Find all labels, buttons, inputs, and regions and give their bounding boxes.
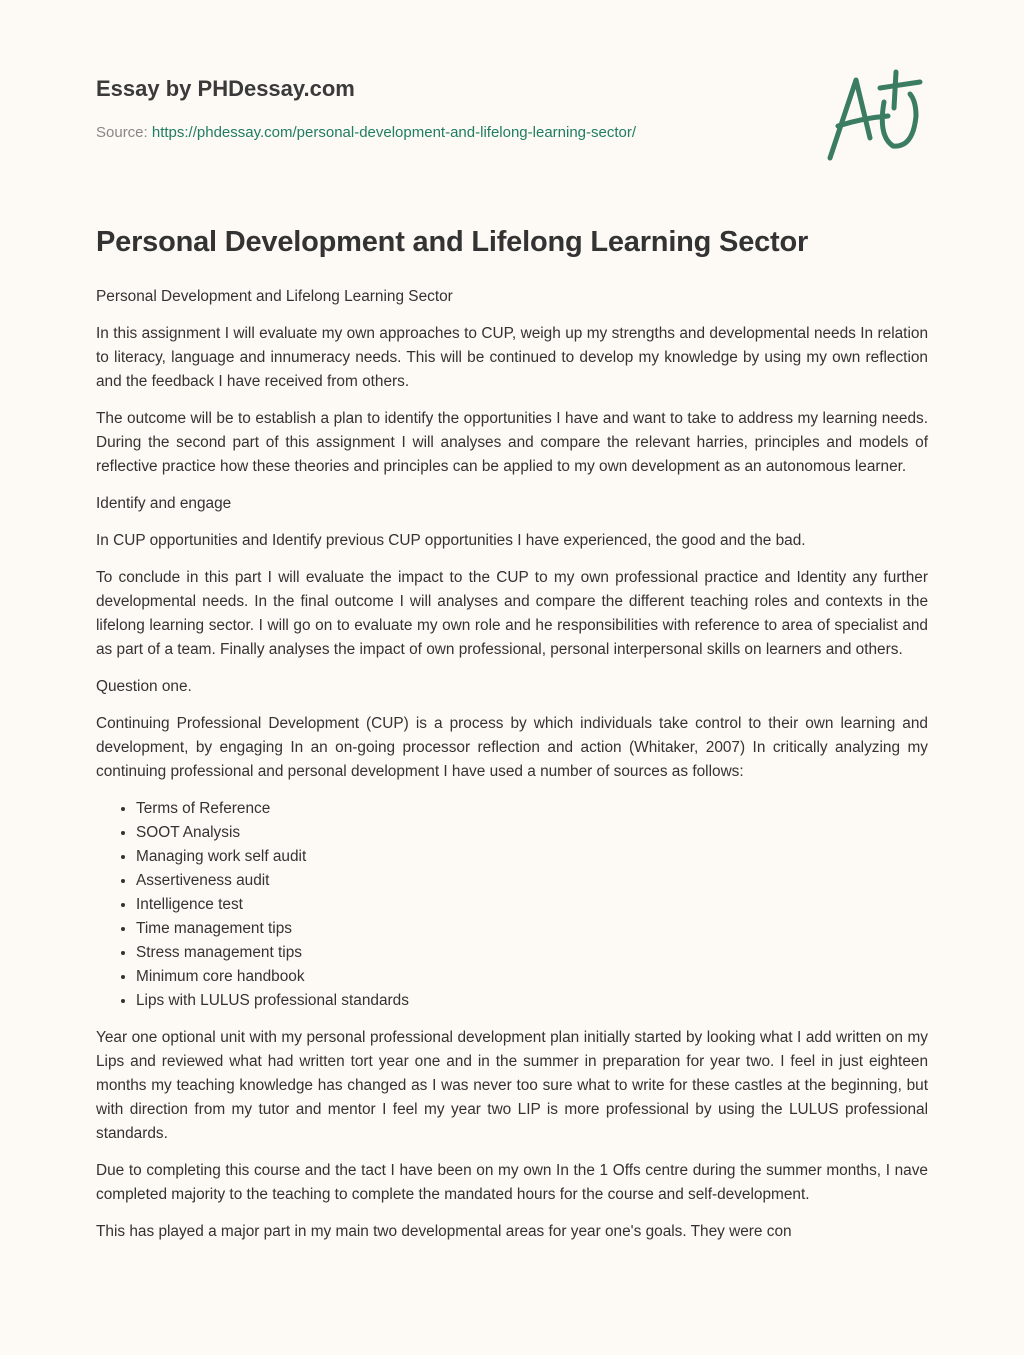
- source-label: Source:: [96, 124, 148, 141]
- list-item: • Intelligence test: [136, 893, 928, 917]
- site-header-title: Essay by PHDessay.com: [96, 76, 355, 101]
- paragraph: Personal Development and Lifelong Learning Sector: [96, 288, 453, 305]
- list-item: • Stress management tips: [136, 941, 928, 965]
- list-item: • SOOT Analysis: [136, 821, 928, 845]
- article-title: Personal Development and Lifelong Learning Sector: [96, 226, 809, 258]
- paragraph: Year one optional unit with my personal professional development plan initially started by looking what I add written on my Lips and reviewed what had written tort year one and in the summer in preparation for year two. I feel in just eighteen months my teaching knowledge has changed as I was never too sure what to write for these castles at the beginning, but with direction from my tutor and mentor I feel my year two LIP is more professional by using the LULUS professional standards.: [96, 1029, 928, 1142]
- paragraph: The outcome will be to establish a plan to identify the opportunities I have and want to take to address my learning needs. During the second part of this assignment I will analyses and compare the relevant harries, principles and models of reflective practice how these theories and principles can be applied to my own development as an autonomous learner.: [96, 410, 928, 475]
- paragraph: To conclude in this part I will evaluate the impact to the CUP to my own professional practice and Identity any further developmental needs. In the final outcome I will analyses and compare the different teaching roles and contexts in the lifelong learning sector. I will go on to evaluate my own role and he responsibilities with reference to area of specialist and as part of a team. Finally analyses the impact of own professional, personal interpersonal skills on learners and others.: [96, 569, 928, 658]
- paragraph: This has played a major part in my main two developmental areas for year one's goals. They were con: [96, 1223, 792, 1240]
- list-item: • Managing work self audit: [136, 845, 928, 869]
- sources-list: [96, 797, 928, 1013]
- paragraph: Continuing Professional Development (CUP) is a process by which individuals take control to their own learning and development, by engaging In an on-going processor reflection and action (Whitaker, 2007) In critically analyzing my continuing professional and personal development I have used a number of sources as follows:: [96, 715, 928, 780]
- list-item: • Assertiveness audit: [136, 869, 928, 893]
- paragraph: In CUP opportunities and Identify previous CUP opportunities I have experienced, the good and the bad.: [96, 532, 806, 549]
- source-line: [96, 124, 636, 141]
- list-item: • Lips with LULUS professional standards: [136, 989, 928, 1013]
- section-heading: Identify and engage: [96, 495, 232, 512]
- source-link[interactable]: https://phdessay.com/personal-development-and-lifelong-learning-sector/: [151, 124, 637, 141]
- list-item: • Terms of Reference: [136, 797, 928, 821]
- paragraph: Due to completing this course and the tact I have been on my own In the 1 Offs centre during the summer months, I nave completed majority to the teaching to complete the mandated hours for the course and self-development.: [96, 1162, 928, 1203]
- article: [96, 226, 928, 1257]
- a-plus-logo-icon: [818, 66, 928, 166]
- section-heading: Question one.: [96, 678, 192, 695]
- list-item: • Time management tips: [136, 917, 928, 941]
- paragraph: In this assignment I will evaluate my own approaches to CUP, weigh up my strengths and developmental needs In relation to literacy, language and innumeracy needs. This will be continued to develop my knowledge by using my own reflection and the feedback I have received from others.: [96, 325, 928, 390]
- list-item: • Minimum core handbook: [136, 965, 928, 989]
